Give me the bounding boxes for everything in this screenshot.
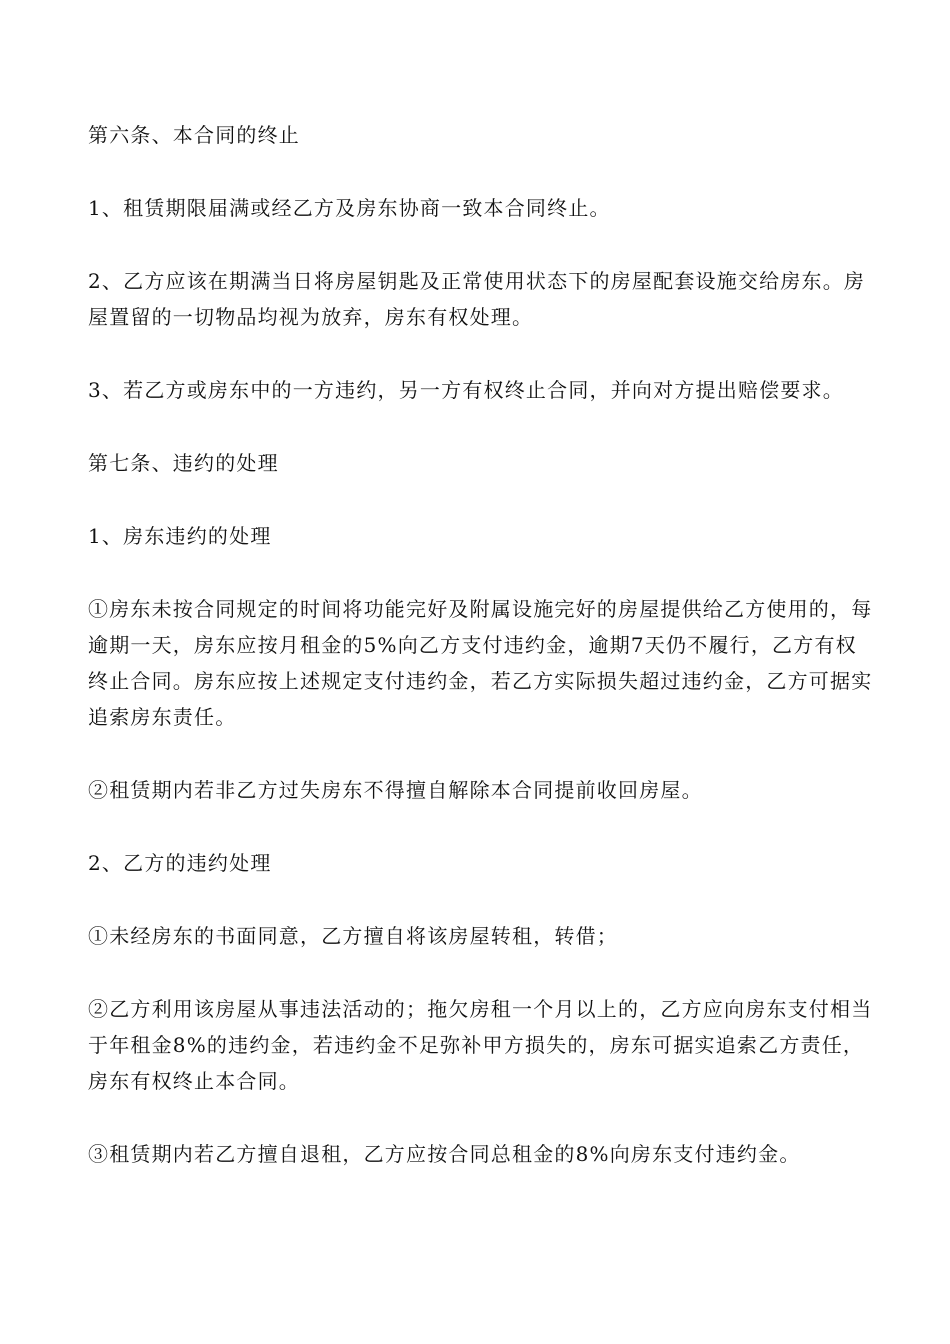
- article-6-clause-1: 1、租赁期限届满或经乙方及房东协商一致本合同终止。: [88, 196, 611, 220]
- article-6-clause-2: 2、乙方应该在期满当日将房屋钥匙及正常使用状态下的房屋配套设施交给房东。房屋置留的一切物品均视为放弃，房东有权处理。: [88, 269, 866, 329]
- article-7-section-2-item-1: ①未经房东的书面同意，乙方擅自将该房屋转租，转借；: [88, 924, 618, 948]
- article-7-heading: 第七条、违约的处理: [88, 451, 279, 475]
- article-7-section-1-item-1: ①房东未按合同规定的时间将功能完好及附属设施完好的房屋提供给乙方使用的，每逾期一天，房东应按月租金的5%向乙方支付违约金，逾期7天仍不履行，乙方有权终止合同。房东应按上述规定支付违约金，若乙方实际损失超过违约金，乙方可据实追索房东责任。: [88, 597, 873, 729]
- article-7-section-1-item-2: ②租赁期内若非乙方过失房东不得擅自解除本合同提前收回房屋。: [88, 778, 703, 802]
- article-7-section-2: 2、乙方的违约处理: [88, 851, 272, 875]
- document-body: [88, 117, 878, 1172]
- article-7-section-1: 1、房东违约的处理: [88, 524, 272, 548]
- article-7-section-2-item-3: ③租赁期内若乙方擅自退租，乙方应按合同总租金的8%向房东支付违约金。: [88, 1142, 801, 1166]
- article-6-heading: 第六条、本合同的终止: [88, 123, 300, 147]
- article-6-clause-3: 3、若乙方或房东中的一方违约，另一方有权终止合同，并向对方提出赔偿要求。: [88, 378, 844, 402]
- article-7-section-2-item-2: ②乙方利用该房屋从事违法活动的；拖欠房租一个月以上的，乙方应向房东支付相当于年租金8%的违约金，若违约金不足弥补甲方损失的，房东可据实追索乙方责任，房东有权终止本合同。: [88, 997, 873, 1093]
